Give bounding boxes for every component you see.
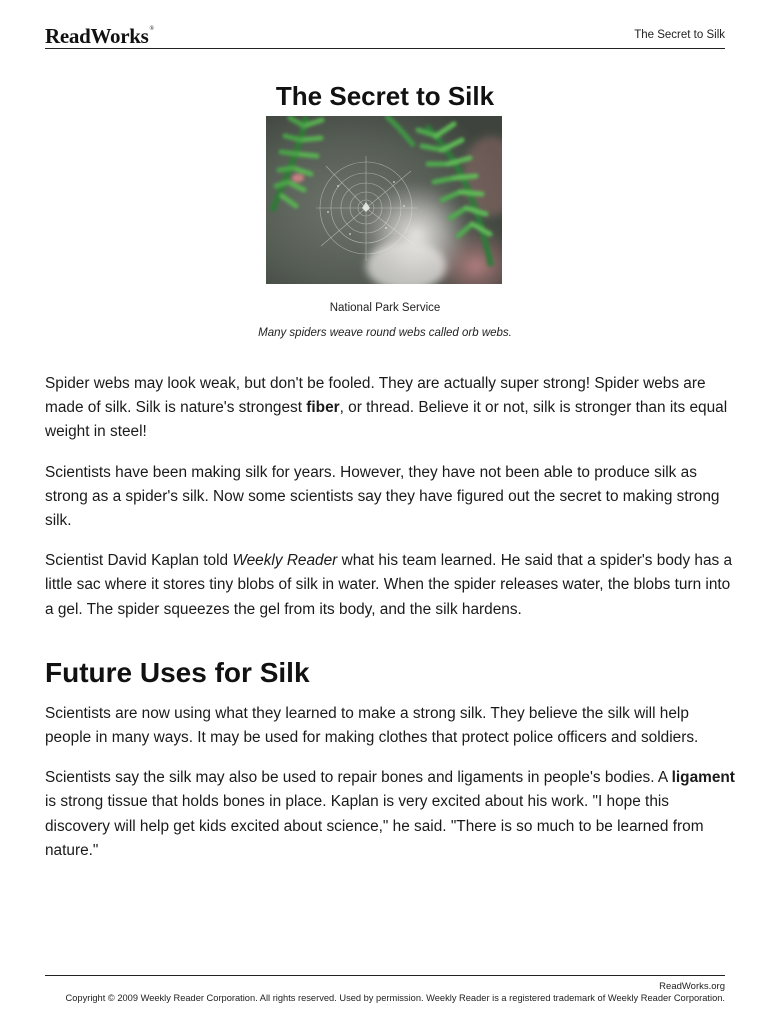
page-header bbox=[45, 24, 725, 49]
spider-web-photo bbox=[266, 116, 502, 284]
text-run: is strong tissue that holds bones in place. Kaplan is very excited about his work. "I hope this discovery will help get kids excited about science," he said. "There is so much to be learned from nature." bbox=[45, 793, 704, 859]
footer-copyright: Copyright © 2009 Weekly Reader Corporation. All rights reserved. Used by permission. Weekly Reader is a registered trademark of Weekly Reader Corporation. bbox=[65, 993, 725, 1003]
italic-title: Weekly Reader bbox=[232, 552, 338, 570]
article-body bbox=[45, 372, 735, 879]
text-run: what his team learned. He said that a spider's body has a little sac where it stores tiny blobs of silk in water. When the spider releases water, the blobs turn into a gel. The spider squeezes the gel from its body, and the silk hardens. bbox=[45, 552, 733, 618]
image-credit: National Park Service bbox=[329, 302, 441, 314]
bold-term: ligament bbox=[671, 769, 735, 787]
text-run: Scientists say the silk may also be used to repair bones and ligaments in people's bodies. A bbox=[45, 769, 672, 787]
text-run: Scientists are now using what they learned to make a strong silk. They believe the silk will help people in many ways. It may be used for making clothes that protect police officers and soldiers. bbox=[45, 704, 699, 747]
image-caption: Many spiders weave round webs called orb webs. bbox=[258, 327, 512, 339]
bold-term: fiber bbox=[306, 399, 340, 417]
text-run: Spider webs may look weak, but don't be fooled. They are actually super strong! Spider webs are made of silk. Silk is nature's strongest bbox=[45, 375, 706, 417]
text-run: , or thread. Believe it or not, silk is stronger than its equal weight in steel! bbox=[45, 399, 728, 441]
body-paragraph bbox=[45, 461, 735, 534]
registered-mark: ® bbox=[149, 26, 154, 32]
footer-site: ReadWorks.org bbox=[659, 981, 725, 992]
page-title: The Secret to Silk bbox=[275, 81, 495, 111]
header-document-title: The Secret to Silk bbox=[634, 29, 725, 41]
readworks-logo bbox=[45, 24, 154, 49]
spider-web-image bbox=[266, 116, 502, 284]
body-paragraph bbox=[45, 766, 735, 863]
text-run: Scientists have been making silk for years. However, they have not been able to produce silk as strong as a spider's silk. Now some scientists say they have figured out the secret to making strong silk. bbox=[45, 463, 720, 530]
text-run: Scientist David Kaplan told bbox=[45, 552, 233, 570]
logo-text: ReadWorks bbox=[45, 24, 149, 48]
body-paragraph bbox=[45, 372, 735, 445]
body-paragraph bbox=[45, 549, 735, 622]
body-paragraph bbox=[45, 702, 735, 750]
section-heading: Future Uses for Silk bbox=[45, 656, 310, 688]
page-footer bbox=[45, 975, 725, 1003]
